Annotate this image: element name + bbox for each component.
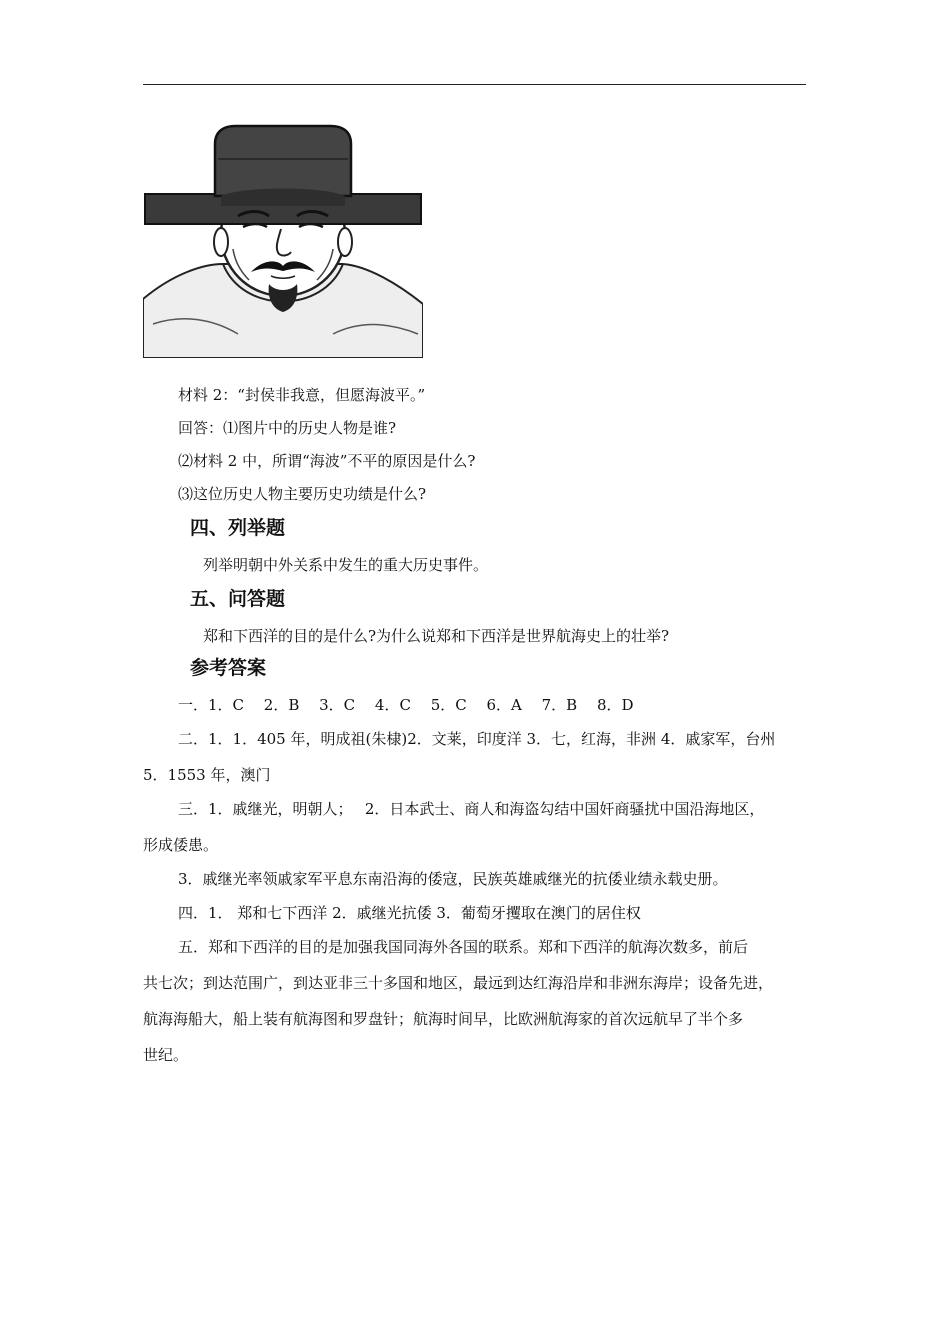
answer-line: 三．1．戚继光，明朝人； 2．日本武士、商人和海盗勾结中国奸商骚扰中国沿海地区， (178, 800, 765, 818)
answer-line: 5．1553 年，澳门 (143, 766, 271, 784)
question-2: ⑵材料 2 中，所谓“海波”不平的原因是什么? (178, 452, 476, 470)
answers-heading: 参考答案 (190, 657, 267, 679)
answer-line: 二．1．1．405 年，明成祖(朱棣)2．文莱，印度洋 3．七，红海，非洲 4．戚家军，台州 (178, 730, 776, 748)
answer-line: 共七次；到达范围广，到达亚非三十多国和地区，最远到达红海沿岸和非洲东海岸；设备先进， (143, 974, 774, 992)
section-5-heading: 五、问答题 (190, 588, 286, 610)
section-4-text: 列举明朝中外关系中发生的重大历史事件。 (203, 556, 489, 574)
section-4-heading: 四、列举题 (190, 517, 286, 539)
answer-line: 世纪。 (143, 1046, 189, 1064)
answer-line: 航海海船大，船上装有航海图和罗盘针；航海时间早，比欧洲航海家的首次远航早了半个多 (143, 1010, 744, 1028)
question-1: 回答：⑴图片中的历史人物是谁? (178, 419, 397, 437)
answer-line: 3．戚继光率领戚家军平息东南沿海的倭寇，民族英雄戚继光的抗倭业绩永载史册。 (178, 870, 728, 888)
question-3: ⑶这位历史人物主要历史功绩是什么? (178, 485, 427, 503)
answer-line: 一．1．C 2．B 3．C 4．C 5．C 6．A 7．B 8．D (178, 696, 634, 714)
material-2: 材料 2：“封侯非我意，但愿海波平。” (178, 386, 426, 404)
answer-line: 四．1． 郑和七下西洋 2．戚继光抗倭 3．葡萄牙攫取在澳门的居住权 (178, 904, 641, 922)
answer-line: 五．郑和下西洋的目的是加强我国同海外各国的联系。郑和下西洋的航海次数多，前后 (178, 938, 749, 956)
answer-line: 形成倭患。 (143, 836, 219, 854)
historical-figure-portrait (143, 124, 423, 358)
section-5-text: 郑和下西洋的目的是什么?为什么说郑和下西洋是世界航海史上的壮举? (203, 627, 670, 645)
header-rule (143, 84, 806, 85)
